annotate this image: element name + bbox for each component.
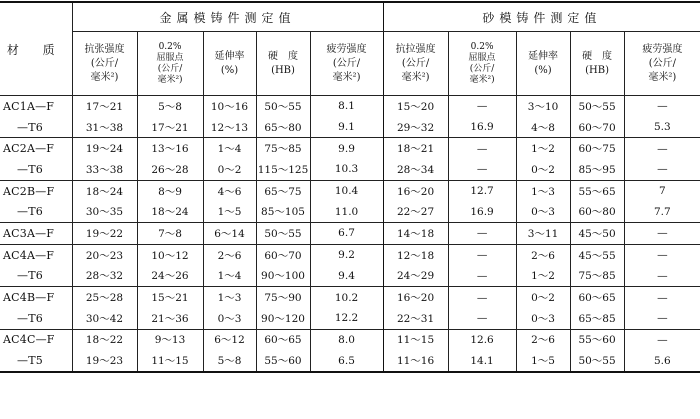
material-label: AC4A—F (3, 248, 55, 262)
metal-hardness-header (256, 32, 310, 96)
table-row (0, 266, 700, 287)
metal-tensile-strength-cell: 33～38 (72, 159, 137, 180)
header-line: 毫米²) (401, 71, 430, 83)
metal-elongation-cell: 0～3 (203, 308, 256, 329)
metal-tensile-strength-header (72, 32, 137, 96)
metal-yield-point-cell: 5～8 (137, 96, 203, 117)
metal-tensile-strength-cell: 25～28 (72, 287, 137, 308)
metal-hardness-cell: 75～90 (256, 287, 310, 308)
metal-fatigue-strength-cell: 9.9 (310, 138, 383, 159)
metal-elongation-cell: 1～5 (203, 201, 256, 222)
metal-hardness-cell: 50～55 (256, 96, 310, 117)
sand-tensile-strength-cell: 11～15 (383, 329, 448, 350)
metal-elongation-cell: 0～2 (203, 159, 256, 180)
sand-yield-point-cell: — (448, 308, 516, 329)
metal-hardness-cell: 65～80 (256, 117, 310, 138)
sand-elongation-cell: 2～6 (516, 244, 570, 265)
sand-elongation-cell: 1～2 (516, 266, 570, 287)
metal-mold-group-header: 金属模铸件测定值 (72, 2, 383, 32)
material-label: —T6 (17, 205, 43, 219)
metal-elongation-cell: 6～14 (203, 223, 256, 245)
metal-fatigue-strength-cell: 6.7 (310, 223, 383, 245)
header-line: 毫米²) (157, 74, 183, 85)
sand-elongation-cell: 0～2 (516, 287, 570, 308)
sand-tensile-strength-cell: 11～16 (383, 350, 448, 372)
metal-tensile-strength-cell: 18～22 (72, 329, 137, 350)
table-body (0, 96, 700, 372)
metal-hardness-cell: 60～65 (256, 329, 310, 350)
table-row (0, 308, 700, 329)
header-line: (HB) (271, 64, 295, 76)
header-line: (公斤/ (157, 63, 183, 74)
table-row (0, 287, 700, 308)
sand-hardness-cell: 45～50 (570, 223, 624, 245)
metal-fatigue-strength-cell: 10.3 (310, 159, 383, 180)
metal-tensile-strength-cell: 17～21 (72, 96, 137, 117)
metal-hardness-cell: 115～125 (256, 159, 310, 180)
material-cell (0, 244, 72, 265)
metal-yield-point-cell: 21～36 (137, 308, 203, 329)
header-line: 硬 度 (268, 50, 298, 62)
metal-yield-point-cell: 17～21 (137, 117, 203, 138)
material-cell (0, 223, 72, 245)
metal-elongation-cell: 5～8 (203, 350, 256, 372)
material-cell (0, 180, 72, 201)
sand-fatigue-strength-cell: 7 (624, 180, 700, 201)
sand-tensile-strength-cell: 22～27 (383, 201, 448, 222)
header-line: 疲劳强度 (642, 43, 683, 55)
metal-yield-point-cell: 24～26 (137, 266, 203, 287)
header-line: (公斤/ (401, 57, 430, 69)
sand-elongation-cell: 3～10 (516, 96, 570, 117)
sand-yield-point-cell: — (448, 287, 516, 308)
sand-fatigue-strength-cell: — (657, 269, 668, 282)
metal-elongation-cell: 2～6 (203, 244, 256, 265)
material-cell (0, 350, 72, 372)
sand-elongation-cell: 0～3 (516, 308, 570, 329)
aluminum-casting-properties-table (0, 1, 700, 373)
sand-yield-point-cell: — (448, 138, 516, 159)
sand-elongation-cell: 0～3 (516, 201, 570, 222)
header-line: 屈服点 (156, 52, 184, 63)
sand-tensile-strength-cell: 18～21 (383, 138, 448, 159)
metal-yield-point-cell: 11～15 (137, 350, 203, 372)
sand-fatigue-strength-header (624, 32, 700, 96)
metal-yield-point-cell: 7～8 (137, 223, 203, 245)
metal-fatigue-strength-cell: 9.4 (310, 266, 383, 287)
metal-yield-point-cell: 8～9 (137, 180, 203, 201)
sand-fatigue-strength-cell: — (624, 223, 700, 245)
sand-tensile-strength-header (383, 32, 448, 96)
metal-yield-point-cell: 9～13 (137, 329, 203, 350)
header-line: 毫米²) (90, 71, 119, 83)
sand-fatigue-strength-cell: 5.6 (653, 354, 671, 367)
sand-fatigue-strength-cell: — (624, 138, 700, 159)
metal-elongation-cell: 6～12 (203, 329, 256, 350)
metal-tensile-strength-cell: 30～42 (72, 308, 137, 329)
table-row (0, 350, 700, 372)
sand-yield-point-cell: 14.1 (448, 350, 516, 372)
metal-hardness-cell: 55～60 (256, 350, 310, 372)
table-row (0, 201, 700, 222)
sand-elongation-cell: 0～2 (516, 159, 570, 180)
sand-hardness-cell: 60～80 (570, 201, 624, 222)
metal-yield-point-header (137, 32, 203, 96)
metal-yield-point-cell: 15～21 (137, 287, 203, 308)
sand-yield-point-cell: — (448, 96, 516, 117)
header-line: 0.2% (158, 41, 182, 52)
metal-fatigue-strength-cell: 12.2 (310, 308, 383, 329)
sand-elongation-cell: 1～3 (516, 180, 570, 201)
sand-yield-point-cell: — (448, 266, 516, 287)
sand-yield-point-cell: — (448, 244, 516, 265)
metal-elongation-cell: 1～4 (203, 138, 256, 159)
metal-yield-point-cell: 18～24 (137, 201, 203, 222)
metal-yield-point-cell: 13～16 (137, 138, 203, 159)
material-cell (0, 287, 72, 308)
table-row (0, 244, 700, 265)
sand-fatigue-strength-cell: — (624, 287, 700, 308)
metal-hardness-cell: 50～55 (256, 223, 310, 245)
table-row (0, 138, 700, 159)
material-label: AC2A—F (3, 142, 55, 156)
header-line: 疲劳强度 (326, 43, 367, 55)
sand-fatigue-strength-cell: — (624, 244, 700, 265)
metal-tensile-strength-cell: 20～23 (72, 244, 137, 265)
metal-fatigue-strength-cell: 8.0 (310, 329, 383, 350)
header-line: 延伸率 (528, 50, 559, 62)
header-line: 硬 度 (582, 50, 613, 62)
sand-hardness-cell: 85～95 (570, 159, 624, 180)
metal-yield-point-cell: 10～12 (137, 244, 203, 265)
metal-elongation-cell: 12～13 (203, 117, 256, 138)
sand-fatigue-strength-cell: — (624, 329, 700, 350)
header-line: (公斤/ (90, 57, 119, 69)
header-line: (%) (534, 64, 552, 76)
metal-fatigue-strength-cell: 10.2 (310, 287, 383, 308)
sand-elongation-header (516, 32, 570, 96)
metal-tensile-strength-cell: 18～24 (72, 180, 137, 201)
sand-hardness-cell: 45～55 (570, 244, 624, 265)
metal-tensile-strength-cell: 19～23 (72, 350, 137, 372)
sand-hardness-cell: 60～70 (570, 117, 624, 138)
material-cell (0, 329, 72, 350)
metal-yield-point-cell: 26～28 (137, 159, 203, 180)
metal-hardness-cell: 60～70 (256, 244, 310, 265)
metal-elongation-cell: 1～3 (203, 287, 256, 308)
material-label: AC3A—F (3, 226, 55, 240)
sand-hardness-cell: 50～55 (570, 350, 624, 372)
sand-yield-point-cell: 12.6 (448, 329, 516, 350)
metal-fatigue-strength-cell: 9.1 (310, 117, 383, 138)
sand-fatigue-strength-cell: 5.3 (653, 121, 671, 134)
metal-tensile-strength-cell: 19～22 (72, 223, 137, 245)
header-line: 抗拉强度 (395, 43, 436, 55)
material-cell (0, 96, 72, 117)
metal-tensile-strength-cell: 19～24 (72, 138, 137, 159)
header-line: 毫米²) (648, 71, 677, 83)
sand-elongation-cell: 2～6 (516, 329, 570, 350)
header-line: (%) (220, 64, 239, 76)
material-label: AC4B—F (3, 291, 55, 305)
metal-fatigue-strength-cell: 9.2 (310, 244, 383, 265)
sand-fatigue-strength-cell: — (657, 100, 668, 113)
sand-yield-point-header (448, 32, 516, 96)
header-line: (公斤/ (648, 57, 676, 69)
sand-mold-group-header: 砂模铸件测定值 (383, 2, 700, 32)
material-cell (0, 308, 72, 329)
material-header: 材 质 (0, 2, 72, 96)
sand-hardness-cell: 55～60 (570, 329, 624, 350)
sand-fatigue-strength-cell: — (657, 312, 668, 325)
metal-elongation-cell: 1～4 (203, 266, 256, 287)
metal-hardness-cell: 75～85 (256, 138, 310, 159)
table-row (0, 329, 700, 350)
header-line: 抗张强度 (84, 43, 125, 55)
sand-tensile-strength-cell: 14～18 (383, 223, 448, 245)
metal-fatigue-strength-cell: 11.0 (310, 201, 383, 222)
metal-hardness-cell: 65～75 (256, 180, 310, 201)
sand-elongation-cell: 3～11 (516, 223, 570, 245)
material-cell (0, 117, 72, 138)
material-label: —T6 (17, 269, 43, 283)
material-label: —T6 (17, 162, 43, 176)
material-cell (0, 266, 72, 287)
header-line: 屈服点 (468, 52, 496, 63)
sand-tensile-strength-cell: 16～20 (383, 180, 448, 201)
metal-hardness-cell: 90～100 (256, 266, 310, 287)
sand-fatigue-strength-cell: 7.7 (653, 205, 671, 218)
metal-tensile-strength-cell: 30～35 (72, 201, 137, 222)
sand-yield-point-cell: 12.7 (448, 180, 516, 201)
header-line: 延伸率 (214, 50, 245, 62)
sand-yield-point-cell: — (448, 223, 516, 245)
header-line: 毫米²) (469, 74, 495, 85)
sand-hardness-cell: 75～85 (570, 266, 624, 287)
sand-elongation-cell: 1～2 (516, 138, 570, 159)
header-line: 毫米²) (332, 71, 361, 83)
material-cell (0, 159, 72, 180)
sand-hardness-header (570, 32, 624, 96)
header-line: (公斤/ (469, 63, 495, 74)
sand-tensile-strength-cell: 24～29 (383, 266, 448, 287)
table-row (0, 159, 700, 180)
material-label: —T5 (17, 354, 43, 368)
sand-elongation-cell: 1～5 (516, 350, 570, 372)
metal-fatigue-strength-cell: 10.4 (310, 180, 383, 201)
metal-hardness-cell: 90～120 (256, 308, 310, 329)
material-cell (0, 201, 72, 222)
sand-tensile-strength-cell: 28～34 (383, 159, 448, 180)
table-row (0, 223, 700, 245)
sand-yield-point-cell: 16.9 (448, 201, 516, 222)
sand-hardness-cell: 60～65 (570, 287, 624, 308)
sand-tensile-strength-cell: 16～20 (383, 287, 448, 308)
sand-hardness-cell: 50～55 (570, 96, 624, 117)
metal-hardness-cell: 85～105 (256, 201, 310, 222)
sand-hardness-cell: 55～65 (570, 180, 624, 201)
metal-elongation-cell: 10～16 (203, 96, 256, 117)
sand-tensile-strength-cell: 15～20 (383, 96, 448, 117)
sand-hardness-cell: 65～85 (570, 308, 624, 329)
table-row (0, 180, 700, 201)
material-label: AC2B—F (3, 184, 55, 198)
material-label: —T6 (17, 311, 43, 325)
metal-fatigue-strength-header (310, 32, 383, 96)
header-line: (公斤/ (332, 57, 361, 69)
table-row (0, 96, 700, 117)
sand-yield-point-cell: 16.9 (448, 117, 516, 138)
sand-fatigue-strength-cell: — (657, 163, 668, 176)
material-label: —T6 (17, 120, 43, 134)
table-row (0, 117, 700, 138)
header-line: (HB) (585, 64, 609, 76)
sand-tensile-strength-cell: 22～31 (383, 308, 448, 329)
header-line: 0.2% (470, 41, 494, 52)
metal-elongation-header (203, 32, 256, 96)
material-label: AC1A—F (3, 99, 55, 113)
sand-elongation-cell: 4～8 (516, 117, 570, 138)
metal-fatigue-strength-cell: 8.1 (310, 96, 383, 117)
material-cell (0, 138, 72, 159)
sand-yield-point-cell: — (448, 159, 516, 180)
sand-tensile-strength-cell: 29～32 (383, 117, 448, 138)
sand-hardness-cell: 60～75 (570, 138, 624, 159)
material-label: AC4C—F (3, 333, 55, 347)
sand-tensile-strength-cell: 12～18 (383, 244, 448, 265)
metal-fatigue-strength-cell: 6.5 (310, 350, 383, 372)
metal-elongation-cell: 4～6 (203, 180, 256, 201)
metal-tensile-strength-cell: 28～32 (72, 266, 137, 287)
column-header-row (0, 32, 700, 96)
metal-tensile-strength-cell: 31～38 (72, 117, 137, 138)
